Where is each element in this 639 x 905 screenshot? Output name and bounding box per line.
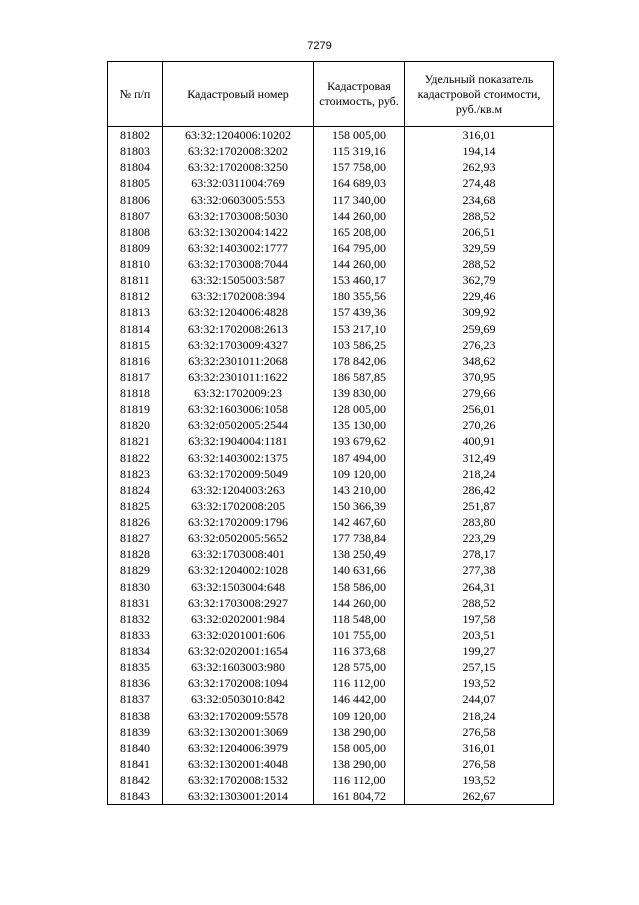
table-row	[108, 417, 554, 433]
table-row	[108, 514, 554, 530]
cost-cell: 193 679,62	[314, 433, 405, 449]
row-number-cell: 81843	[108, 788, 163, 805]
cost-cell: 128 005,00	[314, 401, 405, 417]
row-number-cell: 81805	[108, 175, 163, 191]
cost-cell: 101 755,00	[314, 627, 405, 643]
cadastral-number-cell: 63:32:1303001:2014	[163, 788, 314, 805]
unit-cost-cell: 400,91	[405, 433, 554, 449]
cost-cell: 135 130,00	[314, 417, 405, 433]
cost-cell: 144 260,00	[314, 208, 405, 224]
table-row	[108, 321, 554, 337]
row-number-cell: 81821	[108, 433, 163, 449]
table-row	[108, 224, 554, 240]
cost-cell: 116 112,00	[314, 772, 405, 788]
unit-cost-cell: 286,42	[405, 482, 554, 498]
unit-cost-cell: 278,17	[405, 546, 554, 562]
cadastral-number-cell: 63:32:1403002:1777	[163, 240, 314, 256]
row-number-cell: 81839	[108, 724, 163, 740]
row-number-cell: 81807	[108, 208, 163, 224]
cadastral-number-cell: 63:32:0503010:842	[163, 691, 314, 707]
unit-cost-cell: 259,69	[405, 321, 554, 337]
cost-cell: 186 587,85	[314, 369, 405, 385]
table-row	[108, 562, 554, 578]
unit-cost-cell: 262,67	[405, 788, 554, 805]
unit-cost-cell: 274,48	[405, 175, 554, 191]
cost-cell: 143 210,00	[314, 482, 405, 498]
table-row	[108, 369, 554, 385]
unit-cost-cell: 312,49	[405, 450, 554, 466]
cadastral-number-cell: 63:32:1702008:1532	[163, 772, 314, 788]
unit-cost-cell: 316,01	[405, 127, 554, 144]
unit-cost-cell: 276,58	[405, 756, 554, 772]
row-number-cell: 81828	[108, 546, 163, 562]
unit-cost-cell: 229,46	[405, 288, 554, 304]
cost-cell: 157 439,36	[314, 304, 405, 320]
table-body	[108, 127, 554, 805]
unit-cost-cell: 348,62	[405, 353, 554, 369]
cadastral-number-cell: 63:32:1302001:4048	[163, 756, 314, 772]
row-number-cell: 81826	[108, 514, 163, 530]
table-row	[108, 530, 554, 546]
cadastral-number-cell: 63:32:1703008:2927	[163, 595, 314, 611]
header-unit-cost: Удельный показатель кадастровой стоимости, руб./кв.м	[405, 62, 554, 127]
cadastral-number-cell: 63:32:0311004:769	[163, 175, 314, 191]
row-number-cell: 81815	[108, 337, 163, 353]
unit-cost-cell: 316,01	[405, 740, 554, 756]
table-row	[108, 175, 554, 191]
cadastral-number-cell: 63:32:0201001:606	[163, 627, 314, 643]
table-row	[108, 611, 554, 627]
table-row	[108, 127, 554, 144]
table-row	[108, 401, 554, 417]
row-number-cell: 81819	[108, 401, 163, 417]
row-number-cell: 81824	[108, 482, 163, 498]
table-row	[108, 240, 554, 256]
table-row	[108, 772, 554, 788]
unit-cost-cell: 370,95	[405, 369, 554, 385]
row-number-cell: 81813	[108, 304, 163, 320]
cadastral-number-cell: 63:32:1703008:401	[163, 546, 314, 562]
page-number: 7279	[307, 40, 332, 52]
unit-cost-cell: 276,58	[405, 724, 554, 740]
cadastral-number-cell: 63:32:1702009:23	[163, 385, 314, 401]
row-number-cell: 81830	[108, 579, 163, 595]
row-number-cell: 81823	[108, 466, 163, 482]
unit-cost-cell: 264,31	[405, 579, 554, 595]
row-number-cell: 81822	[108, 450, 163, 466]
table-row	[108, 498, 554, 514]
cost-cell: 115 319,16	[314, 143, 405, 159]
cadastral-number-cell: 63:32:1505003:587	[163, 272, 314, 288]
unit-cost-cell: 257,15	[405, 659, 554, 675]
table-row	[108, 546, 554, 562]
table-header-row	[108, 62, 554, 127]
unit-cost-cell: 193,52	[405, 772, 554, 788]
cost-cell: 109 120,00	[314, 708, 405, 724]
cadastral-number-cell: 63:32:2301011:1622	[163, 369, 314, 385]
cadastral-number-cell: 63:32:1603006:1058	[163, 401, 314, 417]
table-row	[108, 595, 554, 611]
cost-cell: 177 738,84	[314, 530, 405, 546]
cost-cell: 118 548,00	[314, 611, 405, 627]
row-number-cell: 81812	[108, 288, 163, 304]
header-cost: Кадастровая стоимость, руб.	[314, 62, 405, 127]
cost-cell: 138 290,00	[314, 756, 405, 772]
row-number-cell: 81820	[108, 417, 163, 433]
cost-cell: 158 005,00	[314, 740, 405, 756]
cost-cell: 150 366,39	[314, 498, 405, 514]
unit-cost-cell: 277,38	[405, 562, 554, 578]
table-row	[108, 256, 554, 272]
header-num: № п/п	[108, 62, 163, 127]
table-row	[108, 192, 554, 208]
row-number-cell: 81804	[108, 159, 163, 175]
cadastral-number-cell: 63:32:1204006:10202	[163, 127, 314, 144]
row-number-cell: 81816	[108, 353, 163, 369]
row-number-cell: 81835	[108, 659, 163, 675]
cost-cell: 158 005,00	[314, 127, 405, 144]
cadastral-number-cell: 63:32:1204006:3979	[163, 740, 314, 756]
cost-cell: 178 842,06	[314, 353, 405, 369]
row-number-cell: 81841	[108, 756, 163, 772]
unit-cost-cell: 203,51	[405, 627, 554, 643]
row-number-cell: 81825	[108, 498, 163, 514]
cadastral-number-cell: 63:32:1702008:205	[163, 498, 314, 514]
cadastral-number-cell: 63:32:1702008:1094	[163, 675, 314, 691]
cost-cell: 128 575,00	[314, 659, 405, 675]
row-number-cell: 81842	[108, 772, 163, 788]
row-number-cell: 81810	[108, 256, 163, 272]
cost-cell: 164 689,03	[314, 175, 405, 191]
cadastral-registry-table	[107, 61, 554, 805]
row-number-cell: 81818	[108, 385, 163, 401]
cost-cell: 157 758,00	[314, 159, 405, 175]
cadastral-number-cell: 63:32:1703008:5030	[163, 208, 314, 224]
table-row	[108, 288, 554, 304]
table-row	[108, 272, 554, 288]
table-row	[108, 740, 554, 756]
cadastral-number-cell: 63:32:1503004:648	[163, 579, 314, 595]
table-row	[108, 353, 554, 369]
table-row	[108, 482, 554, 498]
unit-cost-cell: 199,27	[405, 643, 554, 659]
cadastral-number-cell: 63:32:1702008:2613	[163, 321, 314, 337]
unit-cost-cell: 329,59	[405, 240, 554, 256]
cadastral-number-cell: 63:32:1702009:5578	[163, 708, 314, 724]
row-number-cell: 81834	[108, 643, 163, 659]
unit-cost-cell: 223,29	[405, 530, 554, 546]
cost-cell: 144 260,00	[314, 256, 405, 272]
cadastral-number-cell: 63:32:1703009:4327	[163, 337, 314, 353]
cost-cell: 158 586,00	[314, 579, 405, 595]
cadastral-number-cell: 63:32:1603003:980	[163, 659, 314, 675]
cost-cell: 117 340,00	[314, 192, 405, 208]
unit-cost-cell: 256,01	[405, 401, 554, 417]
cadastral-number-cell: 63:32:1302001:3069	[163, 724, 314, 740]
cost-cell: 116 112,00	[314, 675, 405, 691]
row-number-cell: 81838	[108, 708, 163, 724]
table-row	[108, 724, 554, 740]
table-row	[108, 643, 554, 659]
cadastral-number-cell: 63:32:0502005:5652	[163, 530, 314, 546]
cadastral-number-cell: 63:32:1702008:3202	[163, 143, 314, 159]
cost-cell: 139 830,00	[314, 385, 405, 401]
table-row	[108, 756, 554, 772]
unit-cost-cell: 206,51	[405, 224, 554, 240]
unit-cost-cell: 283,80	[405, 514, 554, 530]
row-number-cell: 81833	[108, 627, 163, 643]
row-number-cell: 81811	[108, 272, 163, 288]
table-row	[108, 659, 554, 675]
cost-cell: 116 373,68	[314, 643, 405, 659]
cost-cell: 103 586,25	[314, 337, 405, 353]
unit-cost-cell: 276,23	[405, 337, 554, 353]
row-number-cell: 81827	[108, 530, 163, 546]
cadastral-number-cell: 63:32:1904004:1181	[163, 433, 314, 449]
cadastral-number-cell: 63:32:0603005:553	[163, 192, 314, 208]
cost-cell: 153 460,17	[314, 272, 405, 288]
unit-cost-cell: 288,52	[405, 208, 554, 224]
row-number-cell: 81829	[108, 562, 163, 578]
unit-cost-cell: 218,24	[405, 708, 554, 724]
table-row	[108, 304, 554, 320]
unit-cost-cell: 244,07	[405, 691, 554, 707]
cost-cell: 146 442,00	[314, 691, 405, 707]
cost-cell: 187 494,00	[314, 450, 405, 466]
cadastral-number-cell: 63:32:1204006:4828	[163, 304, 314, 320]
table-row	[108, 450, 554, 466]
table-row	[108, 433, 554, 449]
cadastral-number-cell: 63:32:0202001:984	[163, 611, 314, 627]
unit-cost-cell: 270,26	[405, 417, 554, 433]
cadastral-number-cell: 63:32:2301011:2068	[163, 353, 314, 369]
table-row	[108, 337, 554, 353]
cost-cell: 138 290,00	[314, 724, 405, 740]
cadastral-number-cell: 63:32:1702008:394	[163, 288, 314, 304]
unit-cost-cell: 251,87	[405, 498, 554, 514]
cost-cell: 138 250,49	[314, 546, 405, 562]
cadastral-number-cell: 63:32:1204002:1028	[163, 562, 314, 578]
unit-cost-cell: 234,68	[405, 192, 554, 208]
row-number-cell: 81809	[108, 240, 163, 256]
cadastral-number-cell: 63:32:1702009:5049	[163, 466, 314, 482]
cadastral-number-cell: 63:32:1204003:263	[163, 482, 314, 498]
cost-cell: 142 467,60	[314, 514, 405, 530]
table-row	[108, 385, 554, 401]
row-number-cell: 81840	[108, 740, 163, 756]
row-number-cell: 81803	[108, 143, 163, 159]
cost-cell: 109 120,00	[314, 466, 405, 482]
cost-cell: 153 217,10	[314, 321, 405, 337]
table-row	[108, 627, 554, 643]
unit-cost-cell: 309,92	[405, 304, 554, 320]
row-number-cell: 81802	[108, 127, 163, 144]
table-row	[108, 143, 554, 159]
cadastral-number-cell: 63:32:1302004:1422	[163, 224, 314, 240]
cadastral-number-cell: 63:32:1702008:3250	[163, 159, 314, 175]
table-row	[108, 208, 554, 224]
unit-cost-cell: 279,66	[405, 385, 554, 401]
row-number-cell: 81837	[108, 691, 163, 707]
unit-cost-cell: 288,52	[405, 595, 554, 611]
unit-cost-cell: 194,14	[405, 143, 554, 159]
cost-cell: 164 795,00	[314, 240, 405, 256]
cost-cell: 140 631,66	[314, 562, 405, 578]
cadastral-number-cell: 63:32:1702009:1796	[163, 514, 314, 530]
row-number-cell: 81814	[108, 321, 163, 337]
unit-cost-cell: 197,58	[405, 611, 554, 627]
table-row	[108, 466, 554, 482]
table-row	[108, 788, 554, 805]
cadastral-number-cell: 63:32:1403002:1375	[163, 450, 314, 466]
cost-cell: 165 208,00	[314, 224, 405, 240]
table-row	[108, 691, 554, 707]
cadastral-number-cell: 63:32:1703008:7044	[163, 256, 314, 272]
unit-cost-cell: 362,79	[405, 272, 554, 288]
table-row	[108, 708, 554, 724]
row-number-cell: 81817	[108, 369, 163, 385]
cost-cell: 161 804,72	[314, 788, 405, 805]
table-row	[108, 579, 554, 595]
unit-cost-cell: 262,93	[405, 159, 554, 175]
row-number-cell: 81831	[108, 595, 163, 611]
row-number-cell: 81836	[108, 675, 163, 691]
cadastral-number-cell: 63:32:0202001:1654	[163, 643, 314, 659]
unit-cost-cell: 193,52	[405, 675, 554, 691]
row-number-cell: 81806	[108, 192, 163, 208]
unit-cost-cell: 288,52	[405, 256, 554, 272]
cost-cell: 144 260,00	[314, 595, 405, 611]
table-row	[108, 675, 554, 691]
header-cadastral-number: Кадастровый номер	[163, 62, 314, 127]
row-number-cell: 81832	[108, 611, 163, 627]
unit-cost-cell: 218,24	[405, 466, 554, 482]
row-number-cell: 81808	[108, 224, 163, 240]
cadastral-number-cell: 63:32:0502005:2544	[163, 417, 314, 433]
table-row	[108, 159, 554, 175]
cost-cell: 180 355,56	[314, 288, 405, 304]
